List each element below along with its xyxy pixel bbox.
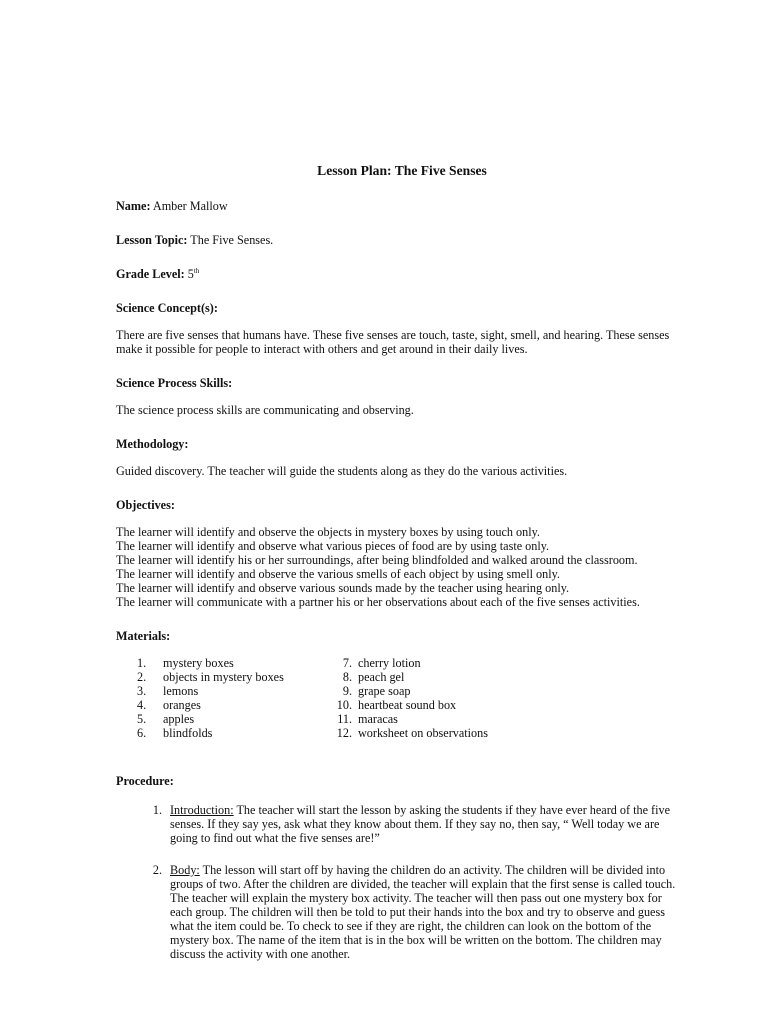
procedure-number: 2. xyxy=(152,863,162,877)
materials-column-left xyxy=(137,656,327,740)
page-title: Lesson Plan: The Five Senses xyxy=(317,163,487,178)
material-item: 1. mystery boxes xyxy=(137,656,234,670)
topic-value: The Five Senses. xyxy=(187,233,274,247)
document-page xyxy=(116,164,676,979)
procedure-body: The teacher will start the lesson by asking the students if they have ever heard of the five senses. If they say yes, ask what they know about them. If they say no, then say, “ Well today we are going to find out what the five senses are!” xyxy=(170,803,670,845)
grade-suffix: th xyxy=(193,266,200,275)
grade-label: Grade Level: xyxy=(116,267,185,281)
procedure-number: 1. xyxy=(152,803,162,817)
procedure-item xyxy=(116,863,676,961)
materials-list xyxy=(116,656,676,740)
material-item: 12. worksheet on observations xyxy=(336,726,488,740)
objective-item: The learner will identify his or her surroundings, after being blindfolded and walked around the classroom. xyxy=(116,553,638,567)
objectives-list xyxy=(116,525,676,609)
material-item: 10. heartbeat sound box xyxy=(336,698,457,712)
objective-item: The learner will identify and observe the various smells of each object by using smell only. xyxy=(116,567,560,581)
methodology-heading: Methodology: xyxy=(116,437,189,451)
material-item: 8. peach gel xyxy=(342,670,405,684)
process-skills-text: The science process skills are communicating and observing. xyxy=(116,403,414,417)
material-item: 9. grape soap xyxy=(342,684,411,698)
objective-item: The learner will identify and observe what various pieces of food are by using taste only. xyxy=(116,539,550,553)
material-item: 7. cherry lotion xyxy=(342,656,421,670)
procedure-label: Body: xyxy=(170,863,200,877)
objective-item: The learner will communicate with a partner his or her observations about each of the five senses activities. xyxy=(116,595,640,609)
material-item: 4. oranges xyxy=(137,698,201,712)
methodology-text: Guided discovery. The teacher will guide the students along as they do the various activities. xyxy=(116,464,568,478)
material-item: 11. maracas xyxy=(337,712,398,726)
procedure-heading: Procedure: xyxy=(116,774,174,788)
procedure-text xyxy=(170,863,676,961)
objective-item: The learner will identify and observe the objects in mystery boxes by using touch only. xyxy=(116,525,540,539)
material-item: 6. blindfolds xyxy=(137,726,213,740)
objectives-heading: Objectives: xyxy=(116,498,175,512)
procedure-list xyxy=(116,803,676,961)
topic-label: Lesson Topic: xyxy=(116,233,188,247)
material-item: 5. apples xyxy=(137,712,195,726)
process-skills-heading: Science Process Skills: xyxy=(116,376,233,390)
science-concepts-text: There are five senses that humans have. These five senses are touch, taste, sight, smell, and hearing. These senses make it possible for people to interact with others and get around in their daily lives. xyxy=(116,328,670,356)
procedure-item xyxy=(116,803,676,845)
material-item: 2. objects in mystery boxes xyxy=(137,670,284,684)
name-field xyxy=(116,199,676,213)
materials-column-right xyxy=(324,656,524,740)
material-item: 3. lemons xyxy=(137,684,199,698)
grade-field xyxy=(116,267,676,281)
objective-item: The learner will identify and observe various sounds made by the teacher using hearing only. xyxy=(116,581,570,595)
grade-value: 5 xyxy=(184,267,194,281)
name-value: Amber Mallow xyxy=(150,199,228,213)
procedure-body: The lesson will start off by having the children do an activity. The children will be divided into groups of two. After the children are divided, the teacher will explain that the first sense is called touch. The teacher will explain the mystery box activity. The teacher will then pass out one mystery box for each group. The children will then be told to put their hands into the box and try to observe and guess what the item could be. To check to see if they are right, the children can look on the bottom of the mystery box. The name of the item that is in the box will be written on the bottom. The children may discuss the activity with one another. xyxy=(170,863,676,961)
science-concepts-heading: Science Concept(s): xyxy=(116,301,218,315)
materials-heading: Materials: xyxy=(116,629,171,643)
topic-field xyxy=(116,233,676,247)
name-label: Name: xyxy=(116,199,151,213)
procedure-text xyxy=(170,803,676,845)
procedure-label: Introduction: xyxy=(170,803,234,817)
